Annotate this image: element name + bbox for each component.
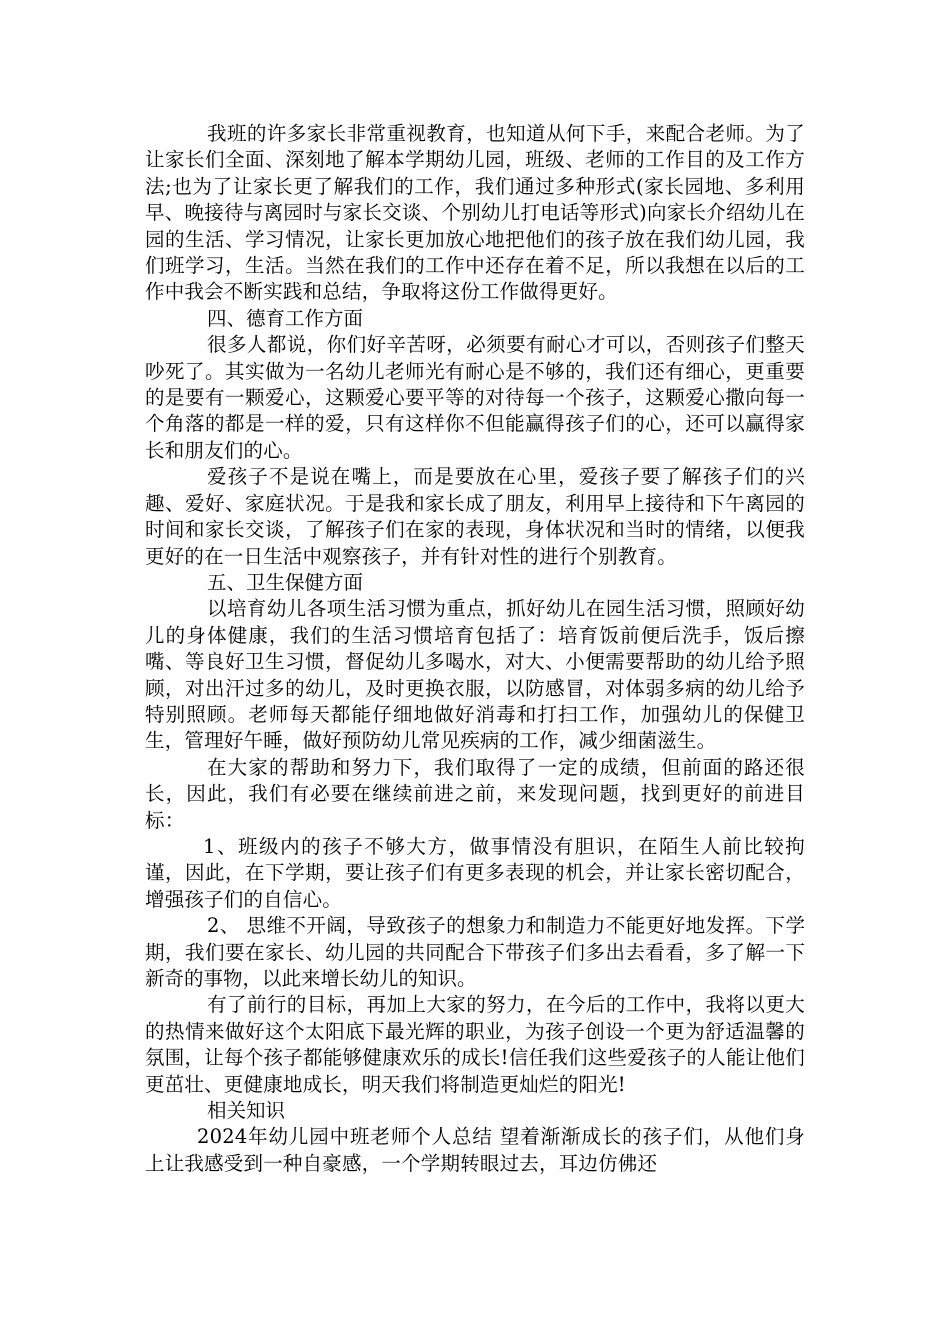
paragraph-future-goals: 有了前行的目标，再加上大家的努力，在今后的工作中，我将以更大的热情来做好这个太阳底下最光辉的职业，为孩子创设一个更为舒适温馨的氛围，让每个孩子都能够健康欢乐的成长!信任我们这些爱孩子的人能让他们更茁壮、更健康地成长，明天我们将制造更灿烂的阳光! <box>145 993 805 1096</box>
paragraph-love-children: 爱孩子不是说在嘴上，而是要放在心里，爱孩子要了解孩子们的兴趣、爱好、家庭状况。于是我和家长成了朋友，利用早上接待和下午离园的时间和家长交谈，了解孩子们在家的表现，身体状况和当时的情绪，以便我更好的在一日生活中观察孩子，并有针对性的进行个别教育。 <box>145 465 805 568</box>
list-item-2: 2、 思维不开阔，导致孩子的想象力和制造力不能更好地发挥。下学期，我们要在家长、幼儿园的共同配合下带孩子们多出去看看，多了解一下新奇的事物，以此来增长幼儿的知识。 <box>145 914 805 990</box>
paragraph-summary-intro: 2024年幼儿园中班老师个人总结 望着渐渐成长的孩子们，从他们身上让我感受到一种自豪感，一个学期转眼过去，耳边仿佛还 <box>145 1125 805 1175</box>
paragraph-parent-communication: 我班的许多家长非常重视教育，也知道从何下手，来配合老师。为了让家长们全面、深刻地了解本学期幼儿园，班级、老师的工作目的及工作方法;也为了让家长更了解我们的工作，我们通过多种形式(家长园地、多利用早、晚接待与离园时与家长交谈、个别幼儿打电话等形式)向家长介绍幼儿在园的生活、学习情况，让家长更加放心地把他们的孩子放在我们幼儿园，我们班学习，生活。当然在我们的工作中还存在着不足，所以我想在以后的工作中我会不断实践和总结，争取将这份工作做得更好。 <box>145 122 805 304</box>
section-heading-related-knowledge: 相关知识 <box>207 1099 286 1123</box>
list-item-1: 1、班级内的孩子不够大方，做事情没有胆识，在陌生人前比较拘谨，因此，在下学期，要让孩子们有更多表现的机会，并让家长密切配合，增强孩子们的自信心。 <box>145 834 805 911</box>
section-heading-moral-education: 四、德育工作方面 <box>207 306 364 330</box>
section-heading-health-care: 五、卫生保健方面 <box>207 570 364 594</box>
paragraph-living-habits: 以培育幼儿各项生活习惯为重点，抓好幼儿在园生活习惯，照顾好幼儿的身体健康，我们的生活习惯培育包括了：培育饭前便后洗手，饭后擦嘴、等良好卫生习惯，督促幼儿多喝水，对大、小便需要帮助的幼儿给予照顾，对出汗过多的幼儿，及时更换衣服，以防感冒，对体弱多病的幼儿给予特别照顾。老师每天都能仔细地做好消毒和打扫工作，加强幼儿的保健卫生，管理好午睡，做好预防幼儿常见疾病的工作，减少细菌滋生。 <box>145 597 805 753</box>
paragraph-patience-love: 很多人都说，你们好辛苦呀，必须要有耐心才可以，否则孩子们整天吵死了。其实做为一名幼儿老师光有耐心是不够的，我们还有细心，更重要的是要有一颗爱心，这颗爱心要平等的对待每一个孩子，这颗爱心撒向每一个角落的都是一样的爱，只有这样你不但能赢得孩子们的心，还可以赢得家长和朋友们的心。 <box>145 333 805 462</box>
paragraph-achievements: 在大家的帮助和努力下，我们取得了一定的成绩，但前面的路还很长，因此，我们有必要在继续前进之前，来发现问题，找到更好的前进目标： <box>145 755 805 832</box>
document-body <box>145 121 805 1177</box>
